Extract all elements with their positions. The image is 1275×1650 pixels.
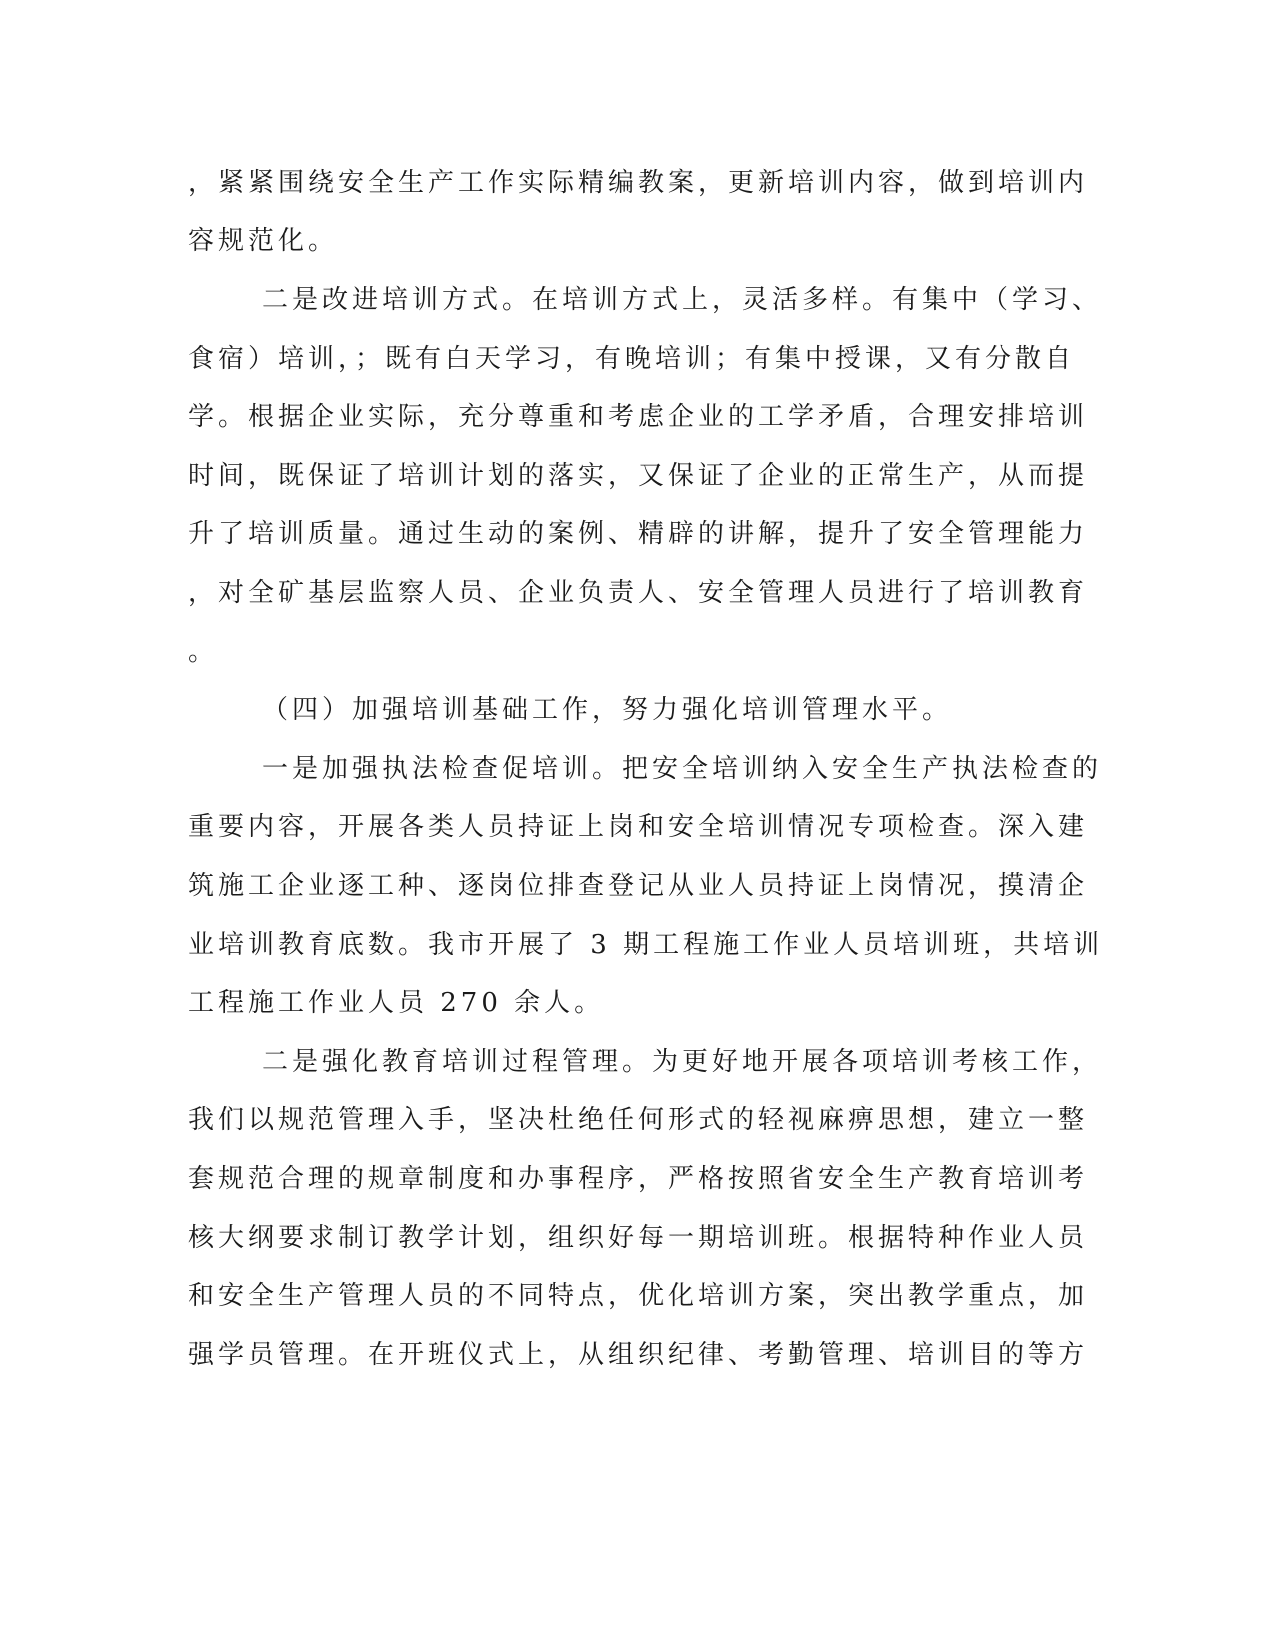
text-line: 食宿）培训，；既有白天学习，有晚培训；有集中授课，又有分散自 [188, 344, 1076, 374]
paragraph-start-line: 一是加强执法检查促培训。把安全培训纳入安全生产执法检查的 [262, 754, 1103, 784]
text-line: 工程施工作业人员 270 余人。 [188, 988, 605, 1018]
section-heading: （四）加强培训基础工作，努力强化培训管理水平。 [262, 695, 953, 725]
paragraph-start-line: 二是强化教育培训过程管理。为更好地开展各项培训考核工作， [262, 1047, 1103, 1077]
text-line: 我们以规范管理入手，坚决杜绝任何形式的轻视麻痹思想，建立一整 [188, 1105, 1089, 1135]
text-line: 业培训教育底数。我市开展了 3 期工程施工作业人员培训班，共培训 [188, 930, 1104, 960]
text-line: 强学员管理。在开班仪式上，从组织纪律、考勤管理、培训目的等方 [188, 1340, 1089, 1370]
text-line: 。 [188, 637, 219, 667]
text-line: ，对全矿基层监察人员、企业负责人、安全管理人员进行了培训教育 [188, 578, 1089, 608]
text-line: 容规范化。 [188, 226, 339, 256]
text-line: 核大纲要求制订教学计划，组织好每一期培训班。根据特种作业人员 [188, 1223, 1089, 1253]
paragraph-start-line: 二是改进培训方式。在培训方式上，灵活多样。有集中（学习、 [262, 285, 1103, 315]
text-line: ，紧紧围绕安全生产工作实际精编教案，更新培训内容，做到培训内 [188, 168, 1089, 198]
text-line: 套规范合理的规章制度和办事程序，严格按照省安全生产教育培训考 [188, 1164, 1089, 1194]
text-line: 和安全生产管理人员的不同特点，优化培训方案，突出教学重点，加 [188, 1281, 1089, 1311]
text-line: 筑施工企业逐工种、逐岗位排查登记从业人员持证上岗情况，摸清企 [188, 871, 1089, 901]
text-line: 重要内容，开展各类人员持证上岗和安全培训情况专项检查。深入建 [188, 812, 1089, 842]
text-line: 升了培训质量。通过生动的案例、精辟的讲解，提升了安全管理能力 [188, 519, 1089, 549]
text-line: 时间，既保证了培训计划的落实，又保证了企业的正常生产，从而提 [188, 461, 1089, 491]
text-line: 学。根据企业实际，充分尊重和考虑企业的工学矛盾，合理安排培训 [188, 402, 1089, 432]
